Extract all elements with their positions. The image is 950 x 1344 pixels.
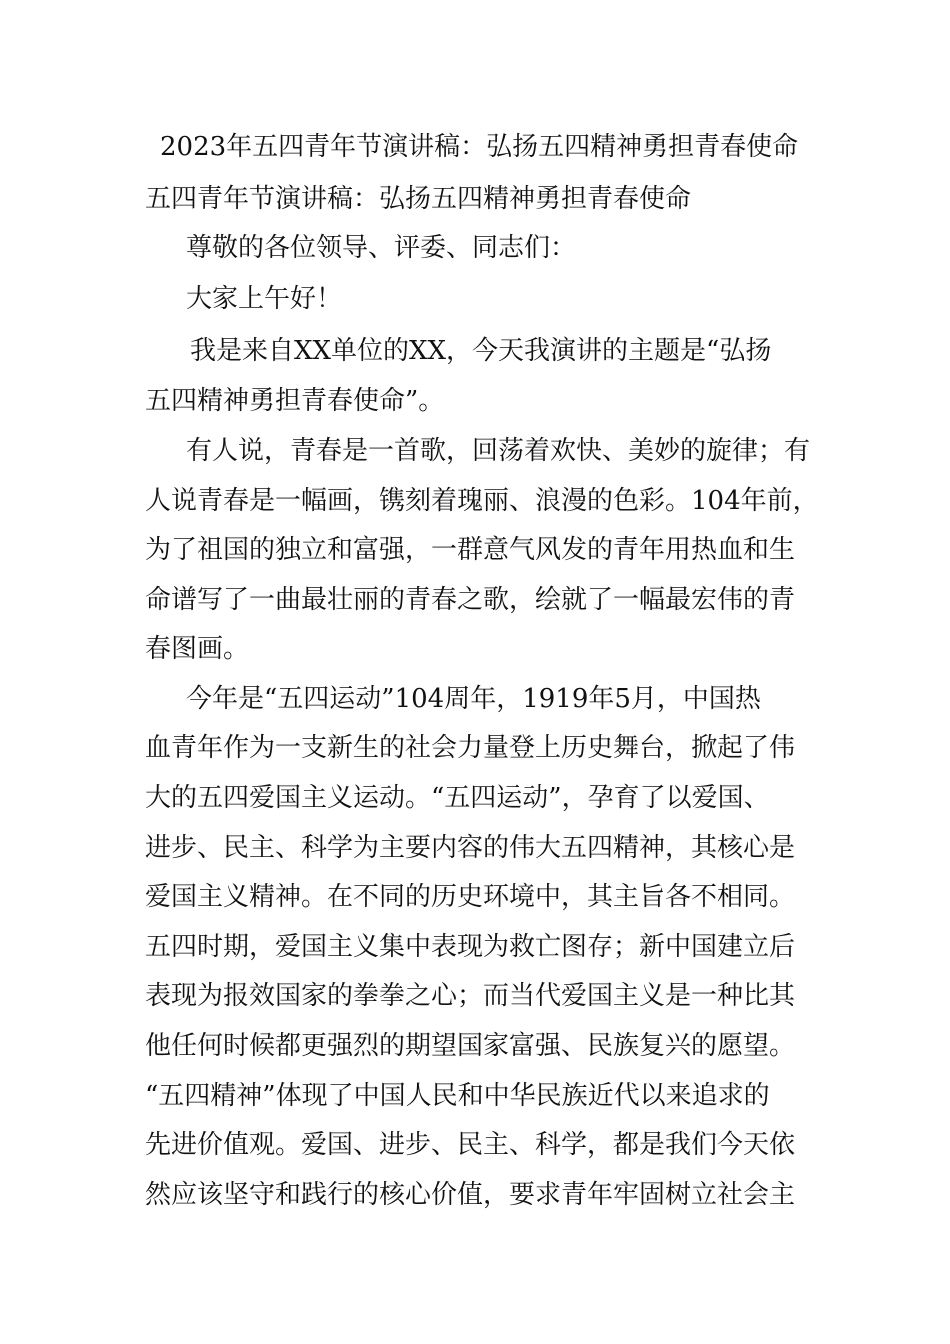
paragraph-line: 大的五四爱国主义运动。“五四运动”，孕育了以爱国、: [145, 783, 770, 813]
paragraph-line: 有人说，青春是一首歌，回荡着欢快、美妙的旋律；有: [186, 436, 811, 466]
paragraph-line: 他任何时候都更强烈的期望国家富强、民族复兴的愿望。: [145, 1031, 796, 1061]
paragraph-line: 血青年作为一支新生的社会力量登上历史舞台，掀起了伟: [145, 733, 796, 763]
document-title: 2023年五四青年节演讲稿：弘扬五四精神勇担青春使命: [160, 132, 799, 162]
paragraph-line: 爱国主义精神。在不同的历史环境中，其主旨各不相同。: [145, 882, 796, 912]
paragraph-line: 进步、民主、科学为主要内容的伟大五四精神，其核心是: [145, 833, 796, 863]
salutation: 尊敬的各位领导、评委、同志们：: [186, 233, 577, 263]
paragraph-line: 先进价值观。爱国、进步、民主、科学，都是我们今天依: [145, 1130, 796, 1160]
paragraph-line: 我是来自XX单位的XX，今天我演讲的主题是“弘扬: [190, 336, 772, 366]
document-subtitle: 五四青年节演讲稿：弘扬五四精神勇担青春使命: [145, 184, 692, 214]
paragraph-line: 表现为报效国家的拳拳之心；而当代爱国主义是一种比其: [145, 981, 796, 1011]
paragraph-line: 春图画。: [145, 634, 250, 664]
paragraph-line: 五四时期，爱国主义集中表现为救亡图存；新中国建立后: [145, 932, 796, 962]
paragraph-line: 五四精神勇担青春使命”。: [145, 386, 445, 416]
paragraph-line: 为了祖国的独立和富强，一群意气风发的青年用热血和生: [145, 535, 796, 565]
paragraph-line: “五四精神”体现了中国人民和中华民族近代以来追求的: [145, 1081, 770, 1111]
paragraph-line: 命谱写了一曲最壮丽的青春之歌，绘就了一幅最宏伟的青: [145, 585, 796, 615]
paragraph-line: 然应该坚守和践行的核心价值，要求青年牢固树立社会主: [145, 1180, 796, 1210]
paragraph-line: 人说青春是一幅画，镌刻着瑰丽、浪漫的色彩。104年前，: [145, 486, 819, 516]
paragraph-line: 今年是“五四运动”104周年，1919年5月，中国热: [186, 684, 761, 714]
greeting: 大家上午好！: [186, 284, 343, 314]
